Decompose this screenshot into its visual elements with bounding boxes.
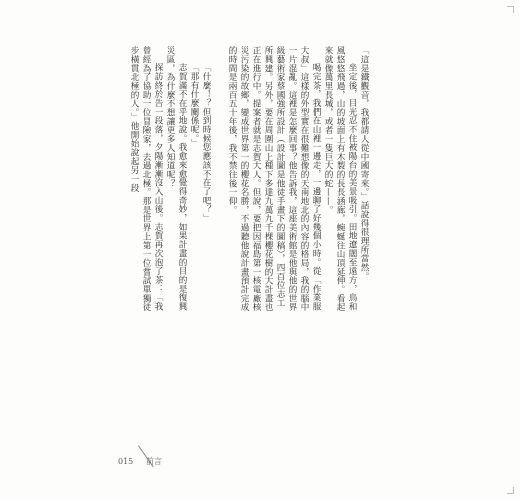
crop-mark-top-right — [507, 6, 514, 13]
crop-mark-bottom-right — [507, 487, 514, 494]
page-number: 015 — [118, 457, 134, 466]
vertical-text-block — [128, 46, 370, 314]
section-title: 前言 — [145, 457, 162, 466]
paragraph-2: 坐定後，目光忍不住被陽台的美景吸引。田地遼闊至遠方，鳥和風悠悠飛過，山的坡面上有木製的長長涵廊，蜿蜒往山頂延伸。看起來就像萬里長城，或者一隻巨大的蛇——。 — [323, 46, 357, 312]
paragraph-3: 喝完茶，我們在山裡一邊走，一邊聊了好幾個小時。從「作業服大叔」這樣的外型實在很難想像的天南地北的內容的格局，我的腦中一片混亂。這裡是怎麼回事？他告訴我，這座美術館是他與他的世界級藝術家蔡國強所設計（設計圖是他徒手畫下的圖稿），四百位志工所興建。另外，要在周圍山上種下多達九萬九千棵櫻花樹的大計畫也正在進行中。提案者就是志賀大人。但說，要把因福島第一核電廠核災污染的故鄉，變成世界第一的櫻花名勝，不過聽他說計畫預計完成的時間是兩百五十年後，我不禁往後一仰。 — [227, 46, 321, 312]
paragraph-4: 「什麼！？但到時候您應該不在了吧？」 — [201, 63, 211, 223]
paragraph-7: 探訪終於告一段落，夕陽漸漸沒入山後。志賀再次泡了茶：「我曾經為了協助一位冒險家，去過北極。那是世界上第一位嘗試單獨徒步橫貫北極的人。」他開始說起另一段 — [129, 46, 163, 312]
page-footer — [118, 456, 162, 467]
paragraph-1: 「這是鐵觀音，我都請人從中國寄來。」話說得很理所當然。 — [359, 46, 369, 281]
paragraph-5: 「那有什麼關係呢。」 — [189, 63, 199, 148]
paragraph-6: 志賀滿不在乎地說。我愈來愈覺得奇妙，如果計畫的目的是復興災區，為什麼不想讓更多人知道呢？ — [165, 46, 187, 311]
